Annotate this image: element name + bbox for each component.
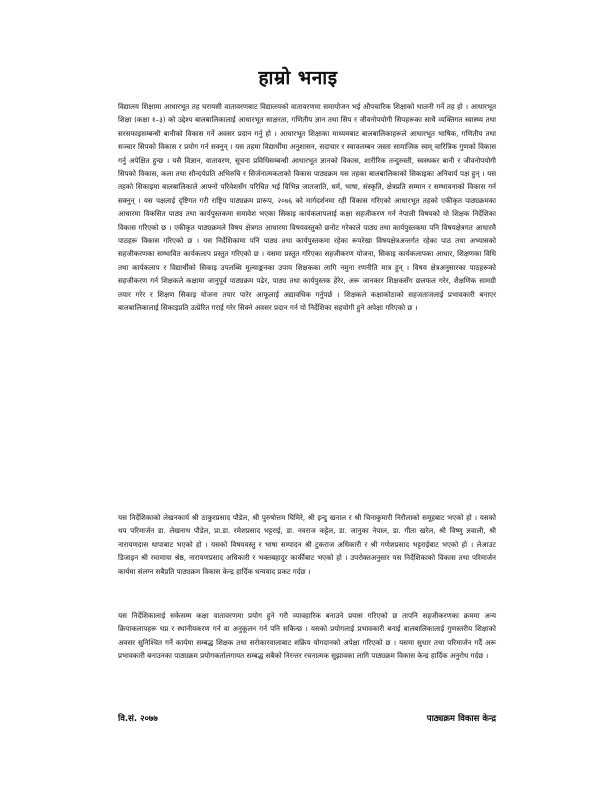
footer-organization: पाठ्यक्रम विकास केन्द्र	[426, 714, 496, 724]
paragraph-request: यस निर्देशिकालाई सकेसम्म कक्षा वातावरणमा प्रयोग हुने गरी व्यावहारिक बनाउने प्रयास गरिएको छ तापनि सहजीकरणका क्रममा अन्य क्रियाकलापहरू थप्न र स्थानीयकरण गर्न वा अनुकूलन गर्न पनि सकिन्छ । यसको प्रयोगलाई प्रभावकारी बनाई बालबालिकालाई गुणस्तरीय शिक्षाको अवसर सुनिश्चित गर्ने कार्यमा सम्बद्ध शिक्षक तथा सरोकारवालाबाट सक्रिय योगदानको अपेक्षा गरिएको छ । यसमा सुधार तथा परिमार्जन गर्दै अरू प्रभावकारी बनाउनका पाठ्यक्रम प्रयोगकर्तालगायत सम्बद्ध सबैको निरन्तर रचनात्मक सुझावका लागि पाठ्यक्रम विकास केन्द्र हार्दिक अनुरोध गर्दछ ।	[118, 611, 496, 661]
paragraph-intro: विद्यालय शिक्षामा आधारभूत तह घरायसी वातावरणबाट विद्यालयको वातावरणमा समायोजन भई औपचारिक शिक्षाको थालनी गर्ने तह हो । आधारभूत शिक्षा (कक्षा १–३) को उद्देश्य बालबालिकालाई आधारभूत साक्षरता, गणितीय ज्ञान तथा सिप र जीवनोपयोगी सिपहरूका साथै व्यक्तिगत स्वास्थ्य तथा सरसफाइसम्बन्धी बानीको विकास गर्ने अवसर प्रदान गर्नु हो । आधारभूत शिक्षाका माध्यमबाट बालबालिकाहरूले आधारभूत भाषिक, गणितीय तथा सञ्चार सिपको विकास र प्रयोग गर्न सक्नुन् । यस तहमा विद्यार्थीमा अनुशासन, सदाचार र स्वावलम्बन जस्ता सामाजिक स्वम् चारित्रिक गुणको विकास गर्नु अपेक्षित हुन्छ । यसै विज्ञान, वातावरण, सूचना प्रविधिसम्बन्धी आधारभूत ज्ञानको विकास, शारीरिक तन्दुरुस्ती, स्वस्थकर बानी र जीवनोपयोगी सिपको विकास, कला तथा सौन्दर्यप्रति अभिरुचि र सिर्जनात्मकताको विकास पाठ्यक्रम यस तहका बालबालिकाको सिकाइका अनिवार्य पक्ष हुन् । यस तहको सिकाइमा बालबालिकाले आफ्नो परिवेशसँग परिचित भई विभिन्न जातजाति, धर्म, भाषा, संस्कृति, क्षेत्रप्रति सम्मान र सम्भावनाको विकास गर्न सक्नुन् । यस पक्षलाई दृष्टिगत गरी राष्ट्रिय पाठ्यक्रम प्रारूप, २०७६ को मार्गदर्शनमा रही विकास गरिएको आधारभूत तहको एकीकृत पाठ्यक्रमका आधारमा विकसित पाठ्य तथा कार्यपुस्तकमा समावेश भएका सिकाइ कार्यकलापलाई कक्षा सहजीकरण गर्न नेपाली विषयको यो शिक्षक निर्देशिका विकास गरिएको छ । एकीकृत पाठ्यक्रमले विषय क्षेत्रगत आधारमा विषयवस्तुको छनोट गरेकाले पाठ्य तथा कार्यपुस्तकमा पनि विषयक्षेत्रगत आधारमै पाठहरू विकास गरिएको छ । यस निर्देशिकामा पनि पाठ्य तथा कार्यपुस्तकमा रहेका रूपरेखा विषयक्षेत्रअन्तर्गत रहेका पाठ तथा अभ्यासको सहजीकरणका सम्भावित कार्यकलाप प्रस्तुत गरिएको छ । यसमा प्रस्तुत गरिएका सहजीकरण योजना, सिकाइ कार्यकलापका आधार, शिक्षणका विधि तथा कार्यकलाप र विद्यार्थीको सिकाइ उपलब्धि मूल्याङ्कनका उपाय शिक्षकका लागि नमुना रणनीति मात्र हुन् । विषय क्षेत्रअनुसारका पाठहरूको सहजीकरण गर्न शिक्षकले कक्षामा जानुपूर्व पाठ्यक्रम पढेर, पाठ्य तथा कार्यपुस्तक हेरेर, अरू जानकार शिक्षकसँग छलफल गरेर, शैक्षणिक सामग्री तयार गरेर र शिक्षण सिकाइ योजना तयार पारेर आफूलाई अद्यावधिक गर्नुपर्छ । शिक्षकले कक्षाकोठाको सहजताजलाई प्रभावकारी बनाएर बालबालिकालाई सिकाइप्रति उत्प्रेरित गराई गरेर सिक्ने अवसर प्रदान गर्न यो निर्देशिका सहयोगी हुने अपेक्षा गरिएको छ ।	[118, 102, 496, 313]
page-title: हाम्रो भनाइ	[258, 67, 338, 89]
footer-date: वि.सं. २०७७	[118, 714, 158, 724]
paragraph-acknowledgement: यस निर्देशिकाको लेखनकार्य श्री ठाकुरप्रसाद पौडेल, श्री पुरुषोत्तम घिमिरे, श्री इन्दु खनाल र श्री चिनाकुमारी निरौलाको समूहबाट भएको हो । यसको थप परिमार्जन डा. लेखनाथ पौडेल, प्रा.डा. रमेशप्रसाद भट्टराई, डा. नवराज कट्टेल, डा. जानुका नेपाल, डा. गीता खरेल, श्री विष्णु ज्ञवाली, श्री नारायणदास थापाबाट भएको हो । यसको विषयवस्तु र भाषा सम्पादन श्री टुकराज अधिकारी र श्री गणेशप्रसाद भट्टराईबाट भएको हो । लेआउट डिजाइन श्री रमामाया श्रेष्ठ, नारायणप्रसाद अधिकारी र भक्तबहादुर कार्कीबाट भएको हो । उपरोक्तअनुसार यस निर्देशिकाको विकास तथा परिमार्जन कार्यमा संलग्न सबैप्रति पाठ्यक्रम विकास केन्द्र हार्दिक धन्यवाद प्रकट गर्दछ ।	[118, 513, 496, 576]
